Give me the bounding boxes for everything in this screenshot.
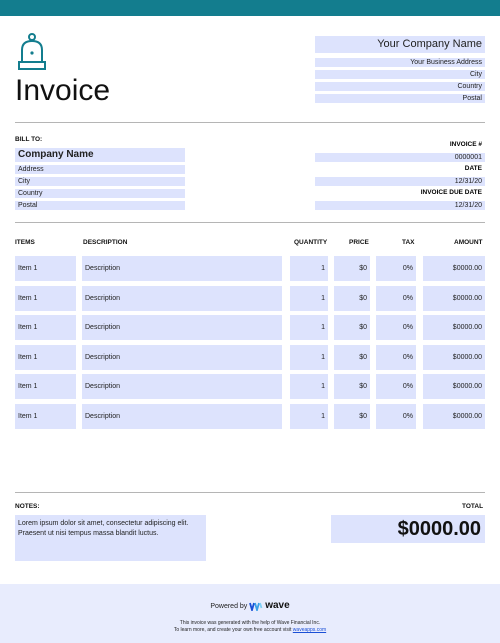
invoice-date-label: DATE xyxy=(464,165,482,172)
notes-field[interactable]: Lorem ipsum dolor sit amet, consectetur adipiscing elit. Praesent ut nisi tempus massa blandit luctus. xyxy=(15,515,206,561)
item-description-field[interactable]: Description xyxy=(82,404,282,429)
item-name-field[interactable]: Item 1 xyxy=(15,315,76,340)
item-description-field[interactable]: Description xyxy=(82,315,282,340)
item-name-field[interactable]: Item 1 xyxy=(15,404,76,429)
wave-brand: wave xyxy=(265,600,290,611)
item-quantity-field[interactable]: 1 xyxy=(290,404,328,429)
item-price-field[interactable]: $0 xyxy=(334,256,370,281)
item-quantity-field[interactable]: 1 xyxy=(290,345,328,370)
invoice-due-date-field[interactable]: 12/31/20 xyxy=(315,201,485,210)
company-postal-field[interactable]: Postal xyxy=(315,94,485,103)
invoice-due-date-label: INVOICE DUE DATE xyxy=(420,189,482,196)
column-header-quantity: QUANTITY xyxy=(294,239,328,246)
page-title: Invoice xyxy=(15,74,111,107)
bill-to-city-field[interactable]: City xyxy=(15,177,185,186)
notes-label: NOTES: xyxy=(15,503,40,510)
invoice-number-field[interactable]: 0000001 xyxy=(315,153,485,162)
total-label: TOTAL xyxy=(462,503,484,510)
item-price-field[interactable]: $0 xyxy=(334,315,370,340)
bill-to-country-field[interactable]: Country xyxy=(15,189,185,198)
total-amount: $0000.00 xyxy=(331,515,485,543)
item-description-field[interactable]: Description xyxy=(82,286,282,311)
item-price-field[interactable]: $0 xyxy=(334,345,370,370)
item-quantity-field[interactable]: 1 xyxy=(290,374,328,399)
item-tax-field[interactable]: 0% xyxy=(376,345,416,370)
invoice-number-label: INVOICE # xyxy=(449,141,482,148)
column-header-description: DESCRIPTION xyxy=(83,239,128,246)
footer-line-1: This invoice was generated with the help of Wave Financial Inc. xyxy=(179,620,321,626)
item-name-field[interactable]: Item 1 xyxy=(15,286,76,311)
column-header-tax: TAX xyxy=(402,239,415,246)
item-tax-field[interactable]: 0% xyxy=(376,256,416,281)
item-amount-field[interactable]: $0000.00 xyxy=(423,345,485,370)
item-amount-field[interactable]: $0000.00 xyxy=(423,374,485,399)
item-amount-field[interactable]: $0000.00 xyxy=(423,256,485,281)
item-description-field[interactable]: Description xyxy=(82,256,282,281)
item-description-field[interactable]: Description xyxy=(82,374,282,399)
bill-to-postal-field[interactable]: Postal xyxy=(15,201,185,210)
top-accent-bar xyxy=(0,0,500,16)
wave-icon xyxy=(249,601,263,611)
item-name-field[interactable]: Item 1 xyxy=(15,256,76,281)
company-name-field[interactable]: Your Company Name xyxy=(315,36,485,53)
bill-to-label: BILL TO: xyxy=(15,136,43,143)
bell-icon xyxy=(17,32,47,72)
item-price-field[interactable]: $0 xyxy=(334,286,370,311)
divider xyxy=(15,222,485,223)
item-amount-field[interactable]: $0000.00 xyxy=(423,404,485,429)
company-country-field[interactable]: Country xyxy=(315,82,485,91)
item-name-field[interactable]: Item 1 xyxy=(15,374,76,399)
column-header-amount: AMOUNT xyxy=(454,239,483,246)
item-tax-field[interactable]: 0% xyxy=(376,404,416,429)
item-tax-field[interactable]: 0% xyxy=(376,286,416,311)
divider xyxy=(15,492,485,493)
item-quantity-field[interactable]: 1 xyxy=(290,256,328,281)
company-city-field[interactable]: City xyxy=(315,70,485,79)
powered-by-label: Powered by xyxy=(210,603,248,610)
invoice-date-field[interactable]: 12/31/20 xyxy=(315,177,485,186)
company-address-field[interactable]: Your Business Address xyxy=(315,58,485,67)
item-price-field[interactable]: $0 xyxy=(334,374,370,399)
item-name-field[interactable]: Item 1 xyxy=(15,345,76,370)
waveapps-link[interactable]: waveapps.com xyxy=(292,627,327,633)
footer-line-2 xyxy=(0,627,500,633)
item-tax-field[interactable]: 0% xyxy=(376,374,416,399)
column-header-price: PRICE xyxy=(349,239,369,246)
bill-to-company-field[interactable]: Company Name xyxy=(15,148,185,162)
divider xyxy=(15,122,485,123)
column-header-items: ITEMS xyxy=(15,239,35,246)
powered-by xyxy=(0,600,500,611)
footer-line-2-text: To learn more, and create your own free account visit xyxy=(173,627,292,633)
footer xyxy=(0,584,500,643)
item-tax-field[interactable]: 0% xyxy=(376,315,416,340)
item-description-field[interactable]: Description xyxy=(82,345,282,370)
item-quantity-field[interactable]: 1 xyxy=(290,315,328,340)
item-amount-field[interactable]: $0000.00 xyxy=(423,315,485,340)
bill-to-address-field[interactable]: Address xyxy=(15,165,185,174)
item-price-field[interactable]: $0 xyxy=(334,404,370,429)
item-amount-field[interactable]: $0000.00 xyxy=(423,286,485,311)
item-quantity-field[interactable]: 1 xyxy=(290,286,328,311)
